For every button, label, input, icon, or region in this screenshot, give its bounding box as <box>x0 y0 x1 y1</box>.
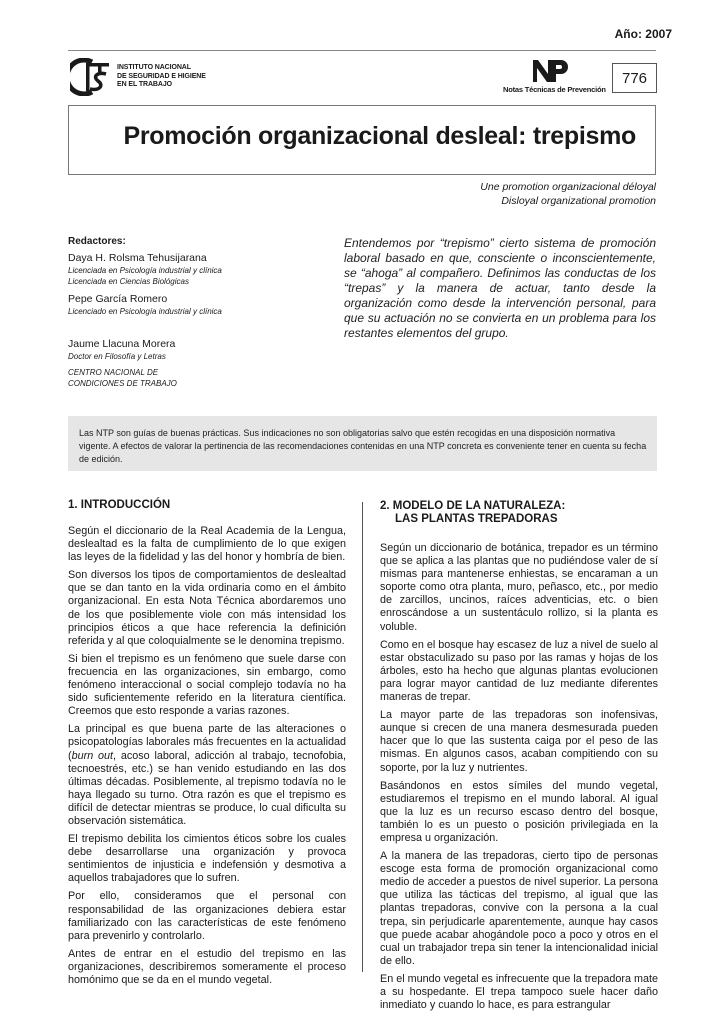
paragraph: Según un diccionario de botánica, trepador es un término que se aplica a las plantas que no pudiéndose valer de sí mismas para mantenerse enhiestas, se encaraman a un soporte como otra planta, muro, peñasco, etc., por medio de zarcillos, uncinos, raíces adventicias, etc. o bien enroscándose a un sustentáculo rollizo, si la planta es voluble. <box>380 542 658 633</box>
year-label: Año: 2007 <box>614 27 672 41</box>
title-box-border <box>68 105 69 174</box>
header-rule <box>68 50 656 51</box>
paragraph: El trepismo debilita los cimientos éticos sobre los cuales debe desarrollarse una organización y provoca sentimientos de injusticia e indefensión y desmotiva a aquellos trabajadores que lo sufren. <box>68 833 346 885</box>
translated-titles <box>480 180 656 208</box>
author-credential: Licenciada en Psicología industrial y clínica <box>68 266 222 275</box>
heading-line: LAS PLANTAS TREPADORAS <box>395 513 558 525</box>
author-credential: Licenciado en Psicología industrial y clínica <box>68 307 222 316</box>
column-right <box>380 542 658 1017</box>
section-heading-modelo <box>380 500 565 526</box>
disclaimer-text: Las NTP son guías de buenas prácticas. Sus indicaciones no son obligatorias salvo que estén recogidas en una disposición normativa vigente. A efectos de valorar la pertinencia de las recomendaciones contenidas en una NTP concreta es conveniente tener en cuenta su fecha de edición. <box>79 428 647 464</box>
np-caption: Notas Técnicas de Prevención <box>503 85 606 94</box>
paragraph: Si bien el trepismo es un fenómeno que suele darse con frecuencia en las organizaciones, sin embargo, como fenómeno interaccional o social complejo todavía no ha sido suficientemente referido en la literatura científica. Creemos que esto responde a varias razones. <box>68 652 346 718</box>
author-credential: Doctor en Filosofía y Letras <box>68 352 166 361</box>
abstract: Entendemos por “trepismo” cierto sistema de promoción laboral basado en que, consciente o inconscientemente, se “ahoga” al compañero. Definimos las conductas de los “trepas” y la manera de actuar, tanto desde la organización como desde la intervención personal, para que su actuación no se convierta en un problema para los restantes elementos del grupo. <box>344 236 656 340</box>
section-heading-introduccion: 1. INTRODUCCIÓN <box>68 499 171 511</box>
paragraph: La principal es que buena parte de las alteraciones o psicopatologías laborales más frecuentes en la actualidad (burn out, acoso laboral, adicción al trabajo, tecnofobia, tecnoestrés, etc.) se han venido estudiando en las dos últimas décadas. Posiblemente, al trepismo todavía no le haya llegado su turno. Otra razón es que el trepismo es difícil de detectar mientras se produce, lo cual dificulta su observación sistemática. <box>68 723 346 827</box>
column-divider <box>362 502 363 972</box>
insht-logo-icon <box>70 58 110 96</box>
np-logo-icon <box>533 60 569 82</box>
institute-line: EN EL TRABAJO <box>117 81 172 88</box>
subtitle-french: Une promotion organizacional déloyal <box>480 181 656 193</box>
author-name: Daya H. Rolsma Tehusijarana <box>68 252 207 264</box>
paragraph: Antes de entrar en el estudio del trepismo en las organizaciones, describiremos someramente el proceso homónimo que se da en el mundo vegetal. <box>68 947 346 986</box>
disclaimer-notice <box>68 416 657 471</box>
institute-line: INSTITUTO NACIONAL <box>117 64 191 71</box>
column-left <box>68 525 346 992</box>
paragraph: Son diversos los tipos de comportamientos de deslealtad que se dan tanto en la vida ordinaria como en el ámbito organizacional. En esta Nota Técnica abordaremos uno de los que posiblemente viole con más intensidad los principios éticos a que hace referencia la definición referida y al que coloquialmente se le denomina trepismo. <box>68 569 346 647</box>
author-name: Jaume Llacuna Morera <box>68 338 176 350</box>
authors-block <box>68 236 328 389</box>
center-line: CONDICIONES DE TRABAJO <box>68 379 177 388</box>
institute-line: DE SEGURIDAD E HIGIENE <box>117 72 206 80</box>
center-name <box>68 367 328 389</box>
paragraph: A la manera de las trepadoras, cierto tipo de personas escoge esta forma de promoción organizacional como medio de acceder a puestos de nivel superior. La persona que utiliza las tácticas del trepismo, al igual que las plantas trepadoras, convive con la persona a la cual trepa, sin perjudicarle aparentemente, aunque hay casos que puede acabar ahogándole poco a poco y otros en el cual un trabajador trepa sin tener la intencionalidad inicial de ello. <box>380 850 658 967</box>
author-credential: Licenciada en Ciencias Biológicas <box>68 277 189 286</box>
paragraph: Por ello, consideramos que el personal con responsabilidad de las organizaciones debiera estar familiarizado con las características de este fenómeno para prevenirlo y controlarlo. <box>68 890 346 942</box>
authors-label: Redactores: <box>68 236 126 247</box>
paragraph: Como en el bosque hay escasez de luz a nivel de suelo al estar obstaculizado su paso por las ramas y hojas de los árboles, esto ha hecho que algunas plantas evolucionen para lograr mayor cantidad de luz mediante diferentes maneras de trepar. <box>380 638 658 704</box>
paragraph: Según el diccionario de la Real Academia de la Lengua, deslealtad es la falta de cumplimiento de lo que exigen las leyes de la fidelidad y las del honor y hombría de bien. <box>68 525 346 564</box>
heading-line: 2. MODELO DE LA NATURALEZA: <box>380 500 566 512</box>
paragraph: En el mundo vegetal es infrecuente que la trepadora mate a su hospedante. El trepa tampoco suele hacer daño inmediato y cuando lo hace, es para estrangular <box>380 972 658 1012</box>
ntp-number: 776 <box>612 63 657 93</box>
paragraph: La mayor parte de las trepadoras son inofensivas, aunque si crecen de una manera desmesurada pueden hacer que lo que las sustenta caiga por el peso de las mismas. En algunos casos, acaban compitiendo con su soporte, por la luz y nutrientes. <box>380 709 658 774</box>
center-line: CENTRO NACIONAL DE <box>68 368 159 377</box>
institute-name <box>117 64 206 90</box>
author-name: Pepe García Romero <box>68 293 168 305</box>
subtitle-english: Disloyal organizational promotion <box>501 195 656 207</box>
paragraph: Basándonos en estos símiles del mundo vegetal, estudiaremos el trepismo en el mundo laboral. Al igual que la luz es un recurso escaso dentro del bosque, también lo es un puesto o posición privilegiada en la empresa u organización. <box>380 779 658 844</box>
page-title: Promoción organizacional desleal: trepismo <box>123 122 636 150</box>
